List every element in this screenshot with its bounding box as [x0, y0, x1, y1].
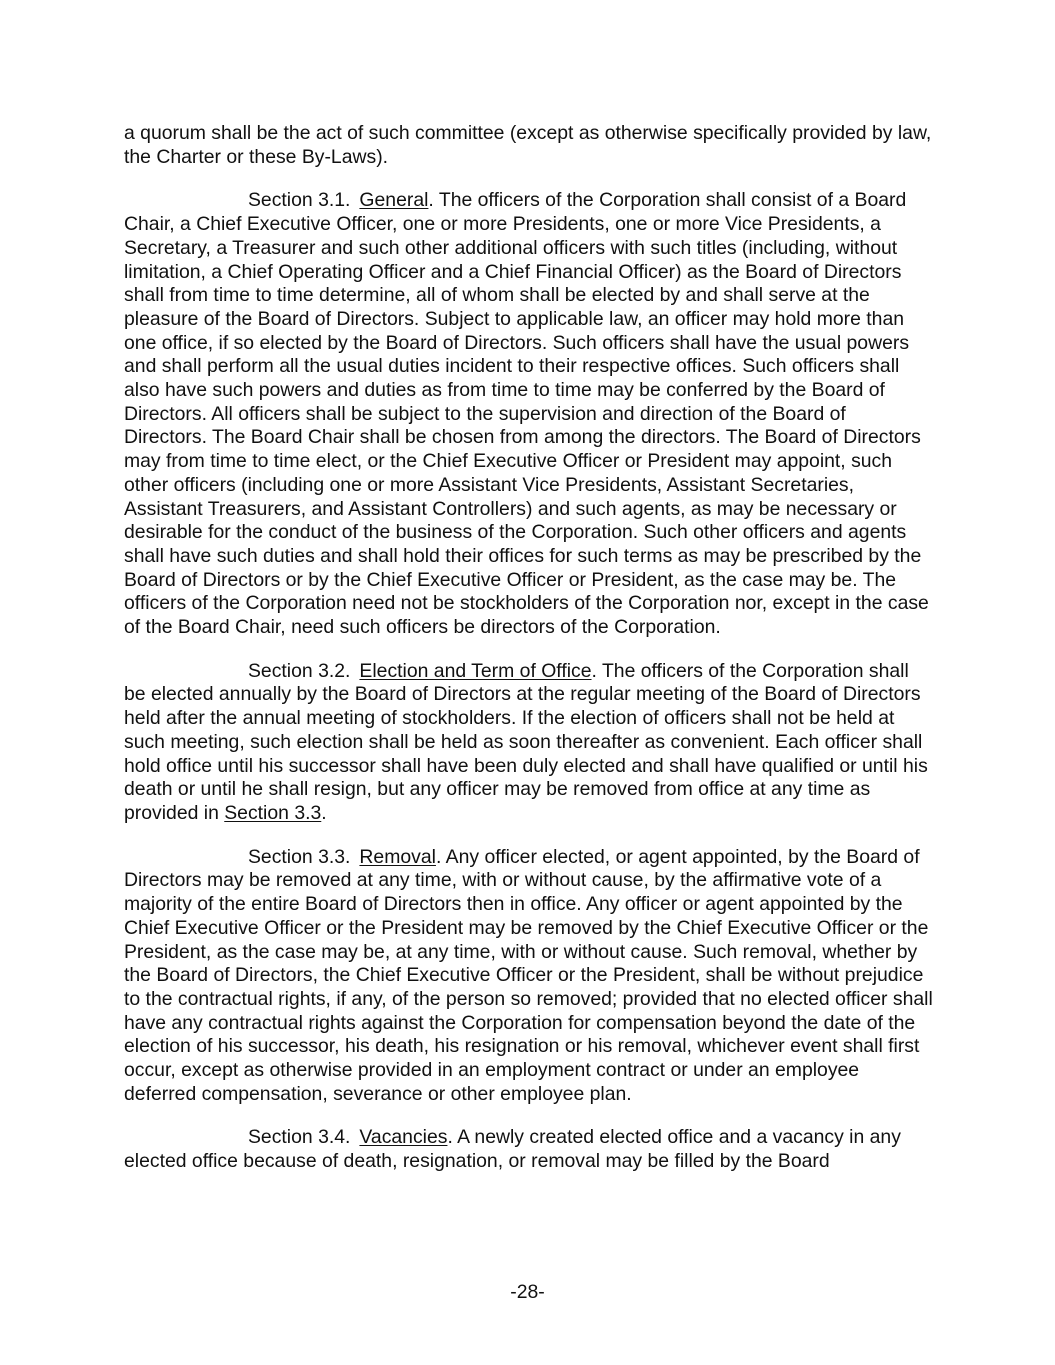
section-3-2-paragraph [124, 660, 934, 826]
section-3-3-paragraph [124, 846, 934, 1107]
section-heading: Vacancies [359, 1126, 448, 1149]
section-body: . The officers of the Corporation shall be elected annually by the Board of Directors at the regular meeting of the Board of Directors held after the annual meeting of stockholders. If the election of officers shall not be held at such meeting, such election shall be held as soon thereafter as convenient. Each officer shall hold office until his successor shall have been duly elected and shall have qualified or until his death or until he shall resign, but any officer may be removed from office at any time as provided in [124, 659, 928, 824]
section-body: . The officers of the Corporation shall consist of a Board Chair, a Chief Executive Officer, one or more Presidents, one or more Vice Presidents, a Secretary, a Treasurer and such other additional officers with such titles (including, without limitation, a Chief Operating Officer and a Chief Financial Officer) as the Board of Directors shall from time to time determine, all of whom shall be elected by and shall serve at the pleasure of the Board of Directors. Subject to applicable law, an officer may hold more than one office, if so elected by the Board of Directors. Such officers shall have the usual powers and shall perform all the usual duties incident to their respective offices. Such officers shall also have such powers and duties as from time to time may be conferred by the Board of Directors. All officers shall be subject to the supervision and direction of the Board of Directors. The Board Chair shall be chosen from among the directors. The Board of Directors may from time to time elect, or the Chief Executive Officer or President may appoint, such other officers (including one or more Assistant Vice Presidents, Assistant Secretaries, Assistant Treasurers, and Assistant Controllers) and such agents, as may be necessary or desirable for the conduct of the business of the Corporation. Such other officers and agents shall have such duties and shall hold their offices for such terms as may be prescribed by the Board of Directors or by the Chief Executive Officer or President, as the case may be. The officers of the Corporation need not be stockholders of the Corporation nor, except in the case of the Board Chair, need such officers be directors of the Corporation. [124, 189, 929, 639]
section-number: Section 3.3. [248, 845, 351, 868]
paragraph-text: a quorum shall be the act of such committee (except as otherwise specifically provided by law, the Charter or these By-Laws). [124, 122, 932, 168]
document-page [124, 122, 934, 1194]
section-cross-reference: Section 3.3 [224, 801, 322, 824]
section-body-tail: . [321, 801, 327, 824]
section-body: . Any officer elected, or agent appointed, by the Board of Directors may be removed at any time, with or without cause, by the affirmative vote of a majority of the entire Board of Directors then in office. Any officer or agent appointed by the Chief Executive Officer or the President may be removed by the Chief Executive Officer or the President, as the case may be, at any time, with or without cause. Such removal, whether by the Board of Directors, the Chief Executive Officer or the President, shall be without prejudice to the contractual rights, if any, of the person so removed; provided that no elected officer shall have any contractual rights against the Corporation for compensation beyond the date of the election of his successor, his death, his resignation or his removal, whichever event shall first occur, except as otherwise provided in an employment contract or under an employee deferred compensation, severance or other employee plan. [124, 845, 933, 1105]
section-number: Section 3.4. [248, 1126, 351, 1149]
section-heading: General [359, 189, 429, 212]
section-number: Section 3.2. [248, 659, 351, 682]
section-3-1-paragraph [124, 189, 934, 639]
page-number: -28- [510, 1281, 545, 1303]
section-body: . A newly created elected office and a vacancy in any elected office because of death, resignation, or removal may be filled by the Board [124, 1126, 901, 1173]
continuation-paragraph [124, 122, 934, 169]
section-3-4-paragraph [124, 1126, 934, 1173]
section-heading: Removal [359, 845, 436, 868]
section-heading: Election and Term of Office [359, 659, 592, 682]
section-number: Section 3.1. [248, 189, 351, 212]
